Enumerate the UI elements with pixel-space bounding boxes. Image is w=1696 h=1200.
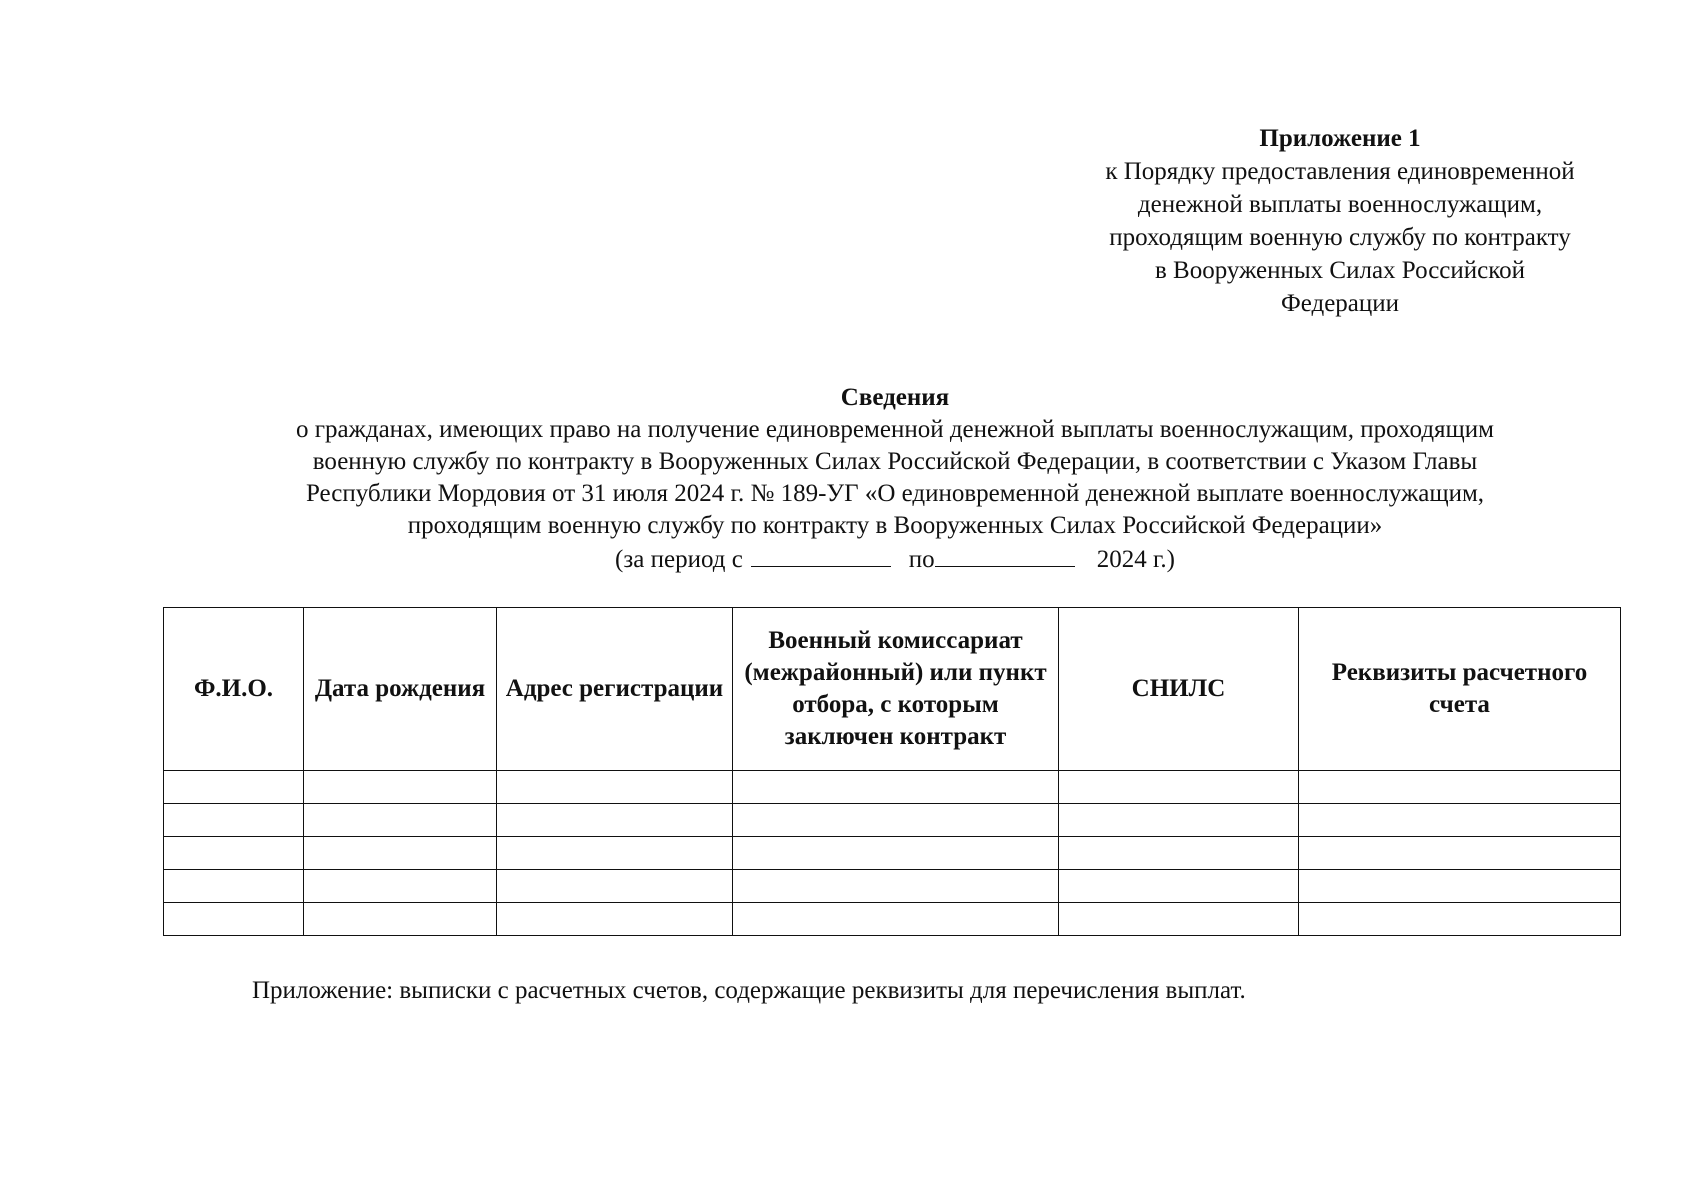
table-cell[interactable] [164,804,304,837]
heading-title: Сведения [840,384,950,411]
table-row [164,804,1621,837]
column-header-commissariat: Военный комиссариат (межрайонный) или пункт отбора, с которым заключен контракт [733,608,1059,771]
column-header-birth-date: Дата рождения [304,608,497,771]
table-cell[interactable] [733,804,1059,837]
table-cell[interactable] [304,804,497,837]
attachment-note: Приложение: выписки с расчетных счетов, содержащие реквизиты для перечисления выплат. [252,977,1246,1004]
table-cell[interactable] [164,903,304,936]
table-cell[interactable] [1059,771,1299,804]
table-cell[interactable] [733,771,1059,804]
table-cell[interactable] [164,870,304,903]
table-cell[interactable] [1059,837,1299,870]
table-cell[interactable] [304,870,497,903]
table-cell[interactable] [1299,870,1621,903]
column-header-snils: СНИЛС [1059,608,1299,771]
document-heading [160,382,1630,576]
table-row [164,837,1621,870]
column-header-account: Реквизиты расчетного счета [1299,608,1621,771]
period-prefix: (за период с [615,546,743,573]
table-row [164,903,1621,936]
appendix-line: в Вооруженных Силах Российской [1155,257,1525,284]
table-cell[interactable] [497,837,733,870]
period-from-blank[interactable] [751,542,891,567]
appendix-line: к Порядку предоставления единовременной [1105,158,1575,185]
heading-line: о гражданах, имеющих право на получение единовременной денежной выплаты военнослужащим, проходящим [295,416,1495,443]
table-cell[interactable] [497,804,733,837]
table-cell[interactable] [1059,903,1299,936]
column-header-fio: Ф.И.О. [164,608,304,771]
heading-line: Республики Мордовия от 31 июля 2024 г. № 189-УГ «О единовременной денежной выплате военнослужащим, [305,480,1485,507]
table-cell[interactable] [1299,804,1621,837]
table-cell[interactable] [497,870,733,903]
period-to-blank[interactable] [935,542,1075,567]
appendix-line: денежной выплаты военнослужащим, [1137,191,1543,218]
table-cell[interactable] [164,837,304,870]
table-cell[interactable] [1059,870,1299,903]
table-cell[interactable] [1299,837,1621,870]
appendix-line: Федерации [1280,290,1400,317]
period-middle: по [908,546,935,573]
table-cell[interactable] [733,870,1059,903]
heading-line: военную службу по контракту в Вооруженных Силах Российской Федерации, в соответствии с Указом Главы [312,448,1478,475]
table-cell[interactable] [497,903,733,936]
column-header-address: Адрес регистрации [497,608,733,771]
table-cell[interactable] [164,771,304,804]
table-cell[interactable] [1299,771,1621,804]
table-cell[interactable] [304,903,497,936]
appendix-block [1050,122,1630,320]
table-header-row [164,608,1621,771]
table-cell[interactable] [304,771,497,804]
table-cell[interactable] [1059,804,1299,837]
appendix-title: Приложение 1 [1259,125,1421,152]
appendix-line: проходящим военную службу по контракту [1109,224,1571,251]
table-row [164,870,1621,903]
citizens-table [163,607,1621,936]
table-cell[interactable] [497,771,733,804]
table-cell[interactable] [304,837,497,870]
heading-line: проходящим военную службу по контракту в Вооруженных Силах Российской Федерации» [407,512,1383,539]
period-line [160,542,1630,576]
table-cell[interactable] [1299,903,1621,936]
period-suffix: 2024 г.) [1096,546,1175,573]
table-cell[interactable] [733,837,1059,870]
table-row [164,771,1621,804]
table-cell[interactable] [733,903,1059,936]
